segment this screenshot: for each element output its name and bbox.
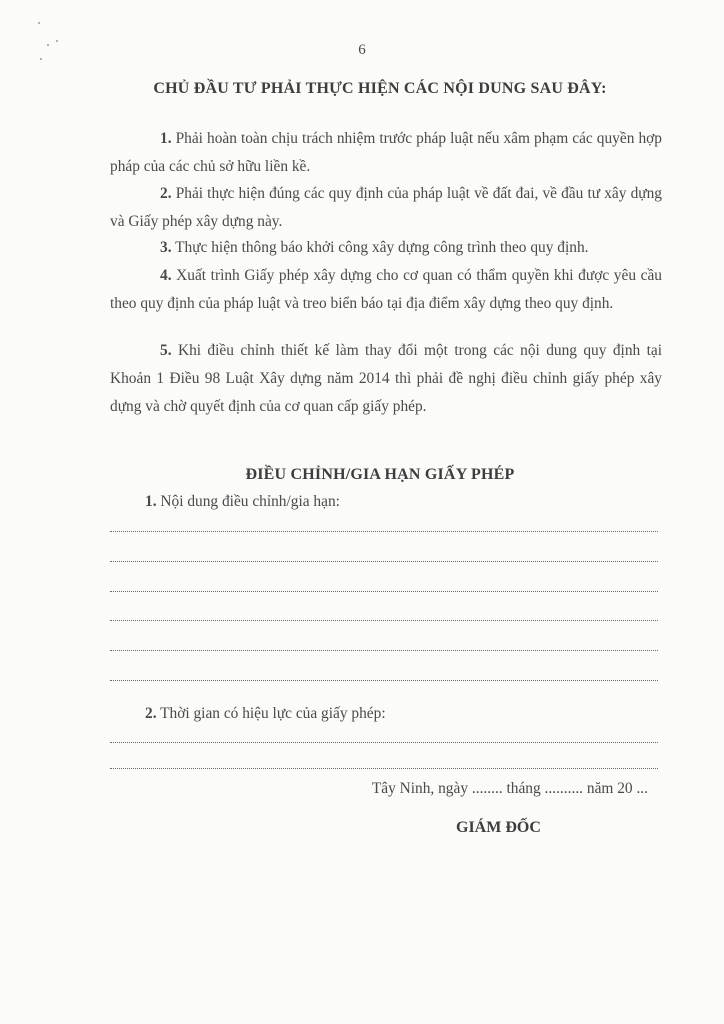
page-number: 6 [358, 42, 366, 58]
date-line: Tây Ninh, ngày ........ tháng .......... năm 20 ... [371, 780, 648, 797]
obligation-item-2 [110, 180, 662, 236]
item-text: Xuất trình Giấy phép xây dựng cho cơ quan có thẩm quyền khi được yêu cầu theo quy định của pháp luật và treo biển báo tại địa điểm xây dựng theo quy định. [110, 267, 662, 312]
adjustment-content-line-4[interactable] [110, 620, 658, 621]
item-text: Phải thực hiện đúng các quy định của pháp luật về đất đai, về đầu tư xây dựng và Giấy phép xây dựng này. [110, 185, 662, 230]
field-label: Thời gian có hiệu lực của giấy phép: [160, 705, 386, 722]
obligation-item-1 [110, 125, 662, 181]
item-number: 3. [160, 239, 172, 256]
field-label: Nội dung điều chỉnh/gia hạn: [160, 493, 340, 510]
item-text: Phải hoàn toàn chịu trách nhiệm trước pháp luật nếu xâm phạm các quyền hợp pháp của các chủ sở hữu liền kề. [110, 130, 662, 175]
obligation-item-5 [110, 337, 662, 421]
obligation-item-4 [110, 262, 662, 318]
adjustment-content-line-6[interactable] [110, 680, 658, 681]
item-number: 5. [160, 342, 172, 359]
adjustment-heading: ĐIỀU CHỈNH/GIA HẠN GIẤY PHÉP [245, 466, 515, 483]
adjustment-content-line-5[interactable] [110, 650, 658, 651]
item-number: 4. [160, 267, 172, 284]
adjustment-content-line-2[interactable] [110, 561, 658, 562]
adjustment-content-line-1[interactable] [110, 531, 658, 532]
validity-period-line-2[interactable] [110, 768, 658, 769]
field-number: 2. [145, 705, 157, 722]
obligations-heading: CHỦ ĐẦU TƯ PHẢI THỰC HIỆN CÁC NỘI DUNG SAU ĐÂY: [153, 80, 607, 97]
item-number: 1. [160, 130, 172, 147]
item-text: Thực hiện thông báo khởi công xây dựng công trình theo quy định. [175, 239, 589, 256]
item-number: 2. [160, 185, 172, 202]
scan-speck [38, 22, 40, 24]
validity-period-line-1[interactable] [110, 742, 658, 743]
field-number: 1. [145, 493, 157, 510]
signatory-title: GIÁM ĐỐC [456, 819, 541, 836]
item-text: Khi điều chỉnh thiết kế làm thay đổi một trong các nội dung quy định tại Khoản 1 Điều 98 Luật Xây dựng năm 2014 thì phải đề nghị điều chỉnh giấy phép xây dựng và chờ quyết định của cơ quan cấp giấy phép. [110, 342, 662, 415]
adjustment-content-line-3[interactable] [110, 591, 658, 592]
obligation-item-3 [110, 234, 662, 262]
adjustment-content-label [145, 493, 340, 511]
validity-period-label [145, 705, 386, 723]
